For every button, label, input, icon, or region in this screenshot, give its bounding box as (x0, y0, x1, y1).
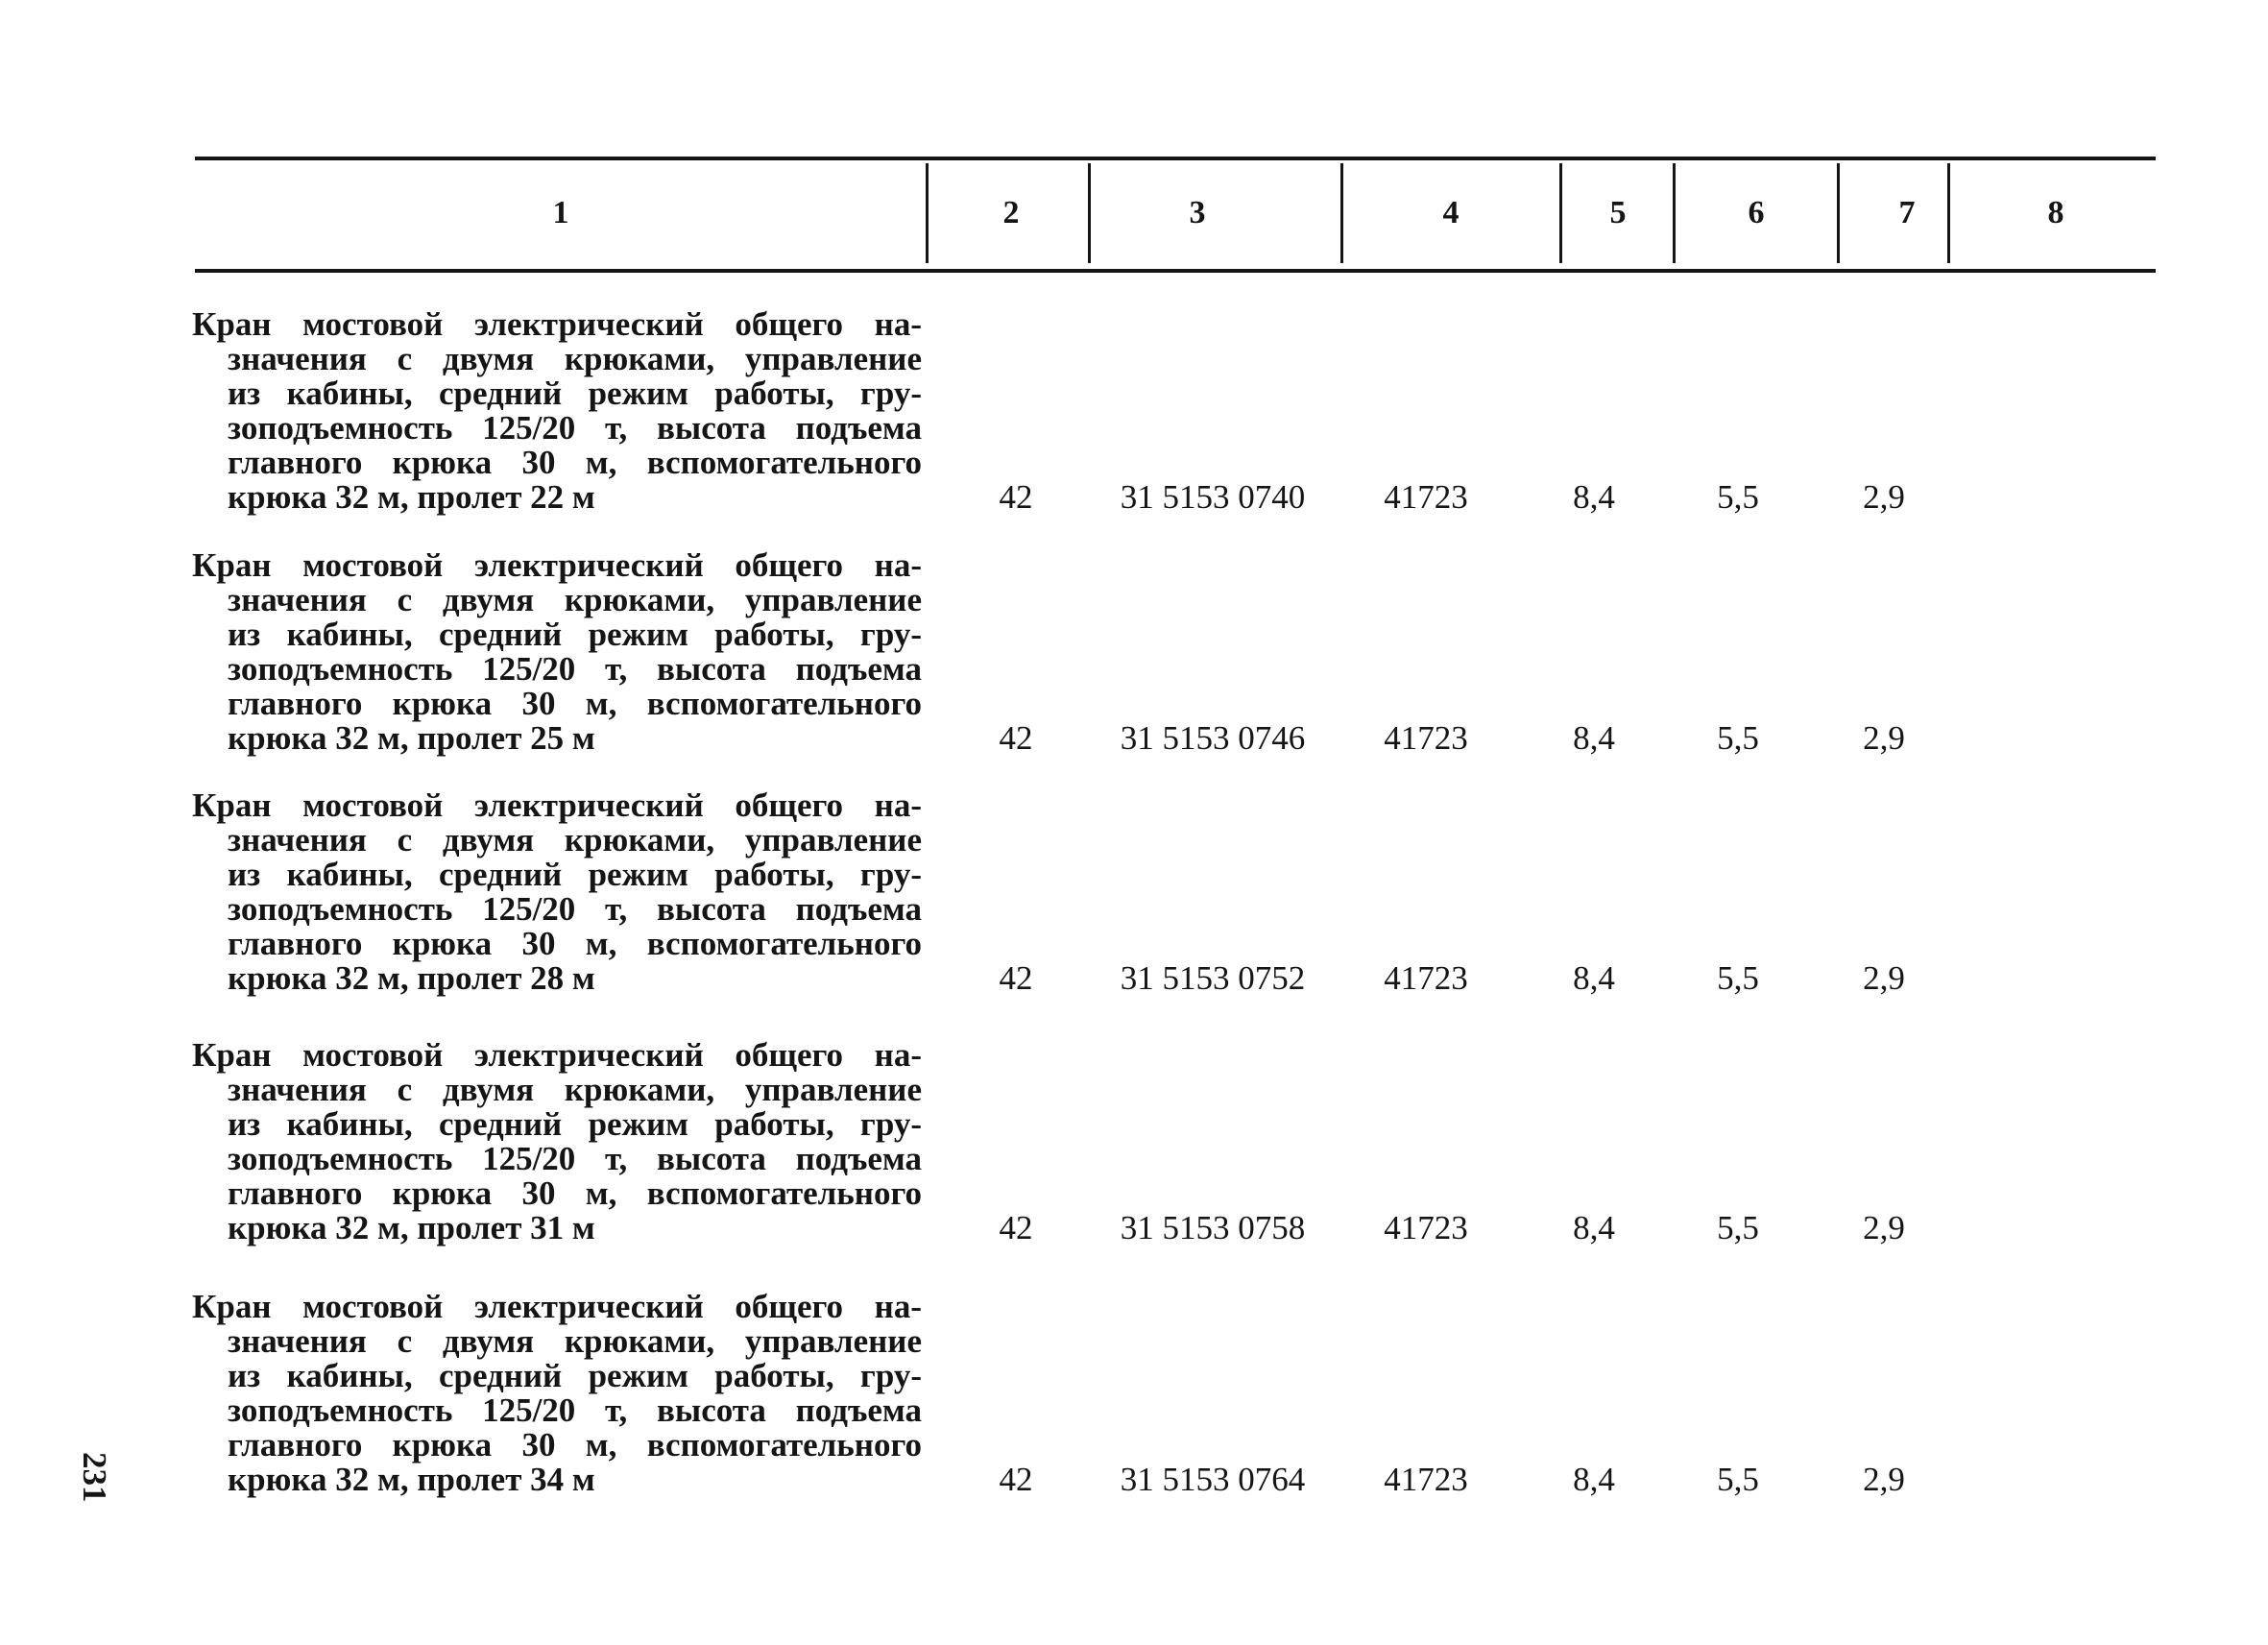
cell-column-7: 2,9 (1863, 719, 1905, 757)
column-number-6: 6 (1748, 195, 1765, 230)
item-description-line: значения с двумя крюками, управление (228, 340, 922, 377)
item-description-line: крюка 32 м, пролет 22 м (228, 478, 595, 516)
table-row (192, 1038, 922, 1246)
table-row (192, 307, 922, 515)
item-description-line: зоподъемность 125/20 т, высота подъема (228, 1140, 922, 1177)
item-description-line: главного крюка 30 м, вспомогательного (228, 685, 922, 722)
cell-column-2: 42 (999, 959, 1033, 997)
cell-column-2: 42 (999, 1461, 1033, 1498)
cell-column-7: 2,9 (1863, 959, 1905, 997)
column-separator (926, 163, 929, 263)
cell-column-4: 41723 (1384, 719, 1468, 757)
column-number-2: 2 (1002, 195, 1020, 230)
page-number: 231 (76, 1452, 113, 1503)
item-description-line: из кабины, средний режим работы, гру- (228, 1105, 922, 1143)
column-number-3: 3 (1189, 195, 1206, 230)
cell-column-2: 42 (999, 1209, 1033, 1246)
item-description-line: значения с двумя крюками, управление (228, 1322, 922, 1360)
cell-column-6: 5,5 (1717, 1461, 1759, 1498)
item-description-line: Кран мостовой электрический общего на- (192, 1036, 922, 1074)
column-separator (1837, 163, 1840, 263)
item-description-line: значения с двумя крюками, управление (228, 821, 922, 859)
column-separator (1088, 163, 1091, 263)
item-description-line: зоподъемность 125/20 т, высота подъема (228, 409, 922, 447)
table-header-rule (195, 269, 2156, 273)
item-description-line: главного крюка 30 м, вспомогательного (228, 1174, 922, 1212)
column-separator (1673, 163, 1676, 263)
item-description-line: Кран мостовой электрический общего на- (192, 546, 922, 584)
item-description-line: Кран мостовой электрический общего на- (192, 1288, 922, 1325)
column-separator (1559, 163, 1562, 263)
cell-column-6: 5,5 (1717, 719, 1759, 757)
cell-column-7: 2,9 (1863, 478, 1905, 516)
column-number-5: 5 (1609, 195, 1627, 230)
item-description-line: крюка 32 м, пролет 25 м (228, 719, 595, 757)
cell-column-5: 8,4 (1573, 719, 1615, 757)
cell-column-7: 2,9 (1863, 1461, 1905, 1498)
item-description-line: Кран мостовой электрический общего на- (192, 305, 922, 343)
cell-column-3: 31 5153 0752 (1120, 959, 1306, 997)
cell-column-3: 31 5153 0758 (1120, 1209, 1306, 1246)
cell-column-5: 8,4 (1573, 478, 1615, 516)
item-description-line: из кабины, средний режим работы, гру- (228, 1357, 922, 1394)
item-description-line: крюка 32 м, пролет 34 м (228, 1461, 595, 1498)
cell-column-3: 31 5153 0764 (1120, 1461, 1306, 1498)
item-description-line: главного крюка 30 м, вспомогательного (228, 444, 922, 481)
column-number-1: 1 (552, 195, 569, 230)
column-separator (1340, 163, 1343, 263)
cell-column-2: 42 (999, 478, 1033, 516)
item-description-line: зоподъемность 125/20 т, высота подъема (228, 1391, 922, 1429)
table-top-rule (195, 157, 2156, 160)
table-row (192, 548, 922, 756)
column-separator (1947, 163, 1950, 263)
cell-column-7: 2,9 (1863, 1209, 1905, 1246)
item-description-line: значения с двумя крюками, управление (228, 1071, 922, 1108)
cell-column-6: 5,5 (1717, 1209, 1759, 1246)
cell-column-6: 5,5 (1717, 959, 1759, 997)
item-description-line: зоподъемность 125/20 т, высота подъема (228, 890, 922, 928)
item-description-line: главного крюка 30 м, вспомогательного (228, 1426, 922, 1464)
cell-column-4: 41723 (1384, 478, 1468, 516)
cell-column-4: 41723 (1384, 959, 1468, 997)
item-description-line: зоподъемность 125/20 т, высота подъема (228, 650, 922, 688)
item-description-line: значения с двумя крюками, управление (228, 581, 922, 618)
item-description-line: Кран мостовой электрический общего на- (192, 786, 922, 824)
cell-column-3: 31 5153 0746 (1120, 719, 1306, 757)
item-description-line: из кабины, средний режим работы, гру- (228, 616, 922, 653)
cell-column-3: 31 5153 0740 (1120, 478, 1306, 516)
column-number-7: 7 (1898, 195, 1916, 230)
column-number-8: 8 (2047, 195, 2064, 230)
item-description-line: главного крюка 30 м, вспомогательного (228, 925, 922, 962)
cell-column-2: 42 (999, 719, 1033, 757)
cell-column-5: 8,4 (1573, 1461, 1615, 1498)
table-row (192, 1290, 922, 1497)
table-row (192, 788, 922, 996)
cell-column-4: 41723 (1384, 1461, 1468, 1498)
item-description-line: из кабины, средний режим работы, гру- (228, 856, 922, 893)
item-description-line: крюка 32 м, пролет 28 м (228, 959, 595, 997)
cell-column-4: 41723 (1384, 1209, 1468, 1246)
column-number-4: 4 (1442, 195, 1460, 230)
cell-column-5: 8,4 (1573, 959, 1615, 997)
item-description-line: из кабины, средний режим работы, гру- (228, 375, 922, 412)
item-description-line: крюка 32 м, пролет 31 м (228, 1209, 595, 1246)
cell-column-6: 5,5 (1717, 478, 1759, 516)
cell-column-5: 8,4 (1573, 1209, 1615, 1246)
